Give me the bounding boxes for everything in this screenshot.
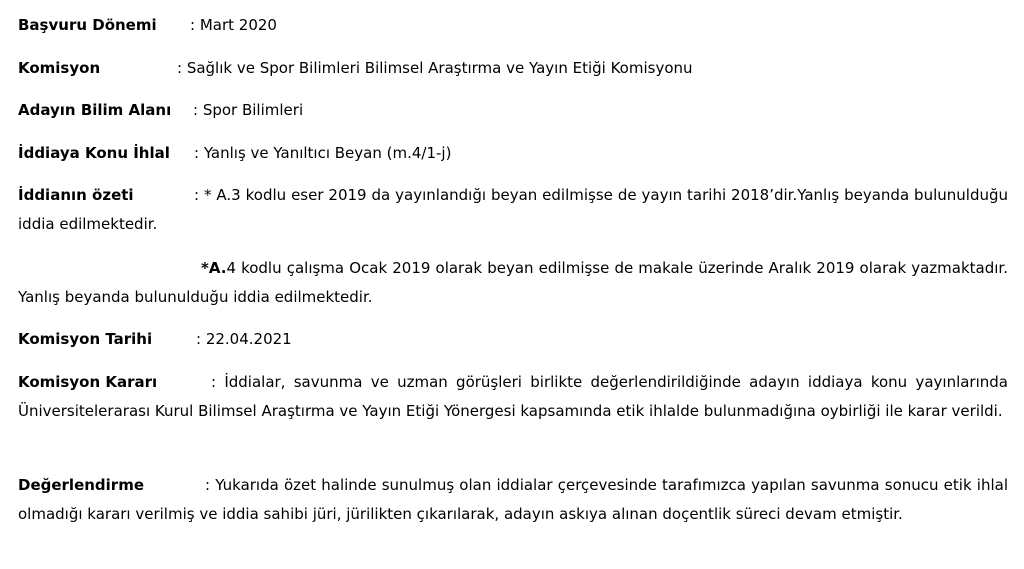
basvuru-row [18, 15, 277, 35]
komisyon-row [18, 58, 693, 78]
tarih-row [18, 329, 292, 349]
ozet-text-2: 4 kodlu çalışma Ocak 2019 olarak beyan edilmişse de makale üzerinde Aralık 2019 olarak yazmaktadır. Yanlış beyanda bulunulduğu iddia edilmektedir. [18, 259, 1008, 306]
basvuru-value: : Mart 2020 [190, 16, 277, 34]
karar-text: : İddialar, savunma ve uzman görüşleri birlikte değerlendirildiğinde adayın iddiaya konu yayınlarında Üniversitelerarası Kurul Bilimsel Araştırma ve Yayın Etiği Yönergesi kapsamında etik ihlalde bulunmadığına oybirliği ile karar verildi. [18, 373, 1008, 420]
iddia-konu-value: : Yanlış ve Yanıltıcı Beyan (m.4/1-j) [194, 144, 452, 162]
ozet-text-1: : * A.3 kodlu eser 2019 da yayınlandığı beyan edilmişse de yayın tarihi 2018’dir.Yanlış beyanda bulunulduğu iddia edilmektedir. [18, 186, 1008, 233]
ozet-paragraph-1 [18, 181, 1008, 238]
karar-paragraph [18, 368, 1008, 425]
degerlendirme-paragraph [18, 471, 1008, 528]
karar-label: Komisyon Kararı [18, 373, 158, 391]
basvuru-label: Başvuru Dönemi [18, 16, 157, 34]
degerlendirme-label: Değerlendirme [18, 476, 145, 494]
tarih-value: : 22.04.2021 [196, 330, 292, 348]
bilim-alani-row [18, 100, 303, 120]
komisyon-label: Komisyon [18, 59, 101, 77]
bilim-alani-label: Adayın Bilim Alanı [18, 101, 172, 119]
iddia-konu-label: İddiaya Konu İhlal [18, 144, 170, 162]
ozet-bold-2: *A. [201, 259, 227, 277]
iddia-konu-row [18, 143, 451, 163]
degerlendirme-text: : Yukarıda özet halinde sunulmuş olan iddialar çerçevesinde tarafımızca yapılan savunma sonucu etik ihlal olmadığı kararı verilmiş ve iddia sahibi jüri, jürilikten çıkarılarak, adayın askıya alınan doçentlik süreci devam etmiştir. [18, 476, 1008, 523]
tarih-label: Komisyon Tarihi [18, 330, 153, 348]
komisyon-value: : Sağlık ve Spor Bilimleri Bilimsel Araştırma ve Yayın Etiği Komisyonu [177, 59, 693, 77]
ozet-label: İddianın özeti [18, 186, 134, 204]
ozet-paragraph-2 [18, 254, 1008, 311]
bilim-alani-value: : Spor Bilimleri [193, 101, 304, 119]
